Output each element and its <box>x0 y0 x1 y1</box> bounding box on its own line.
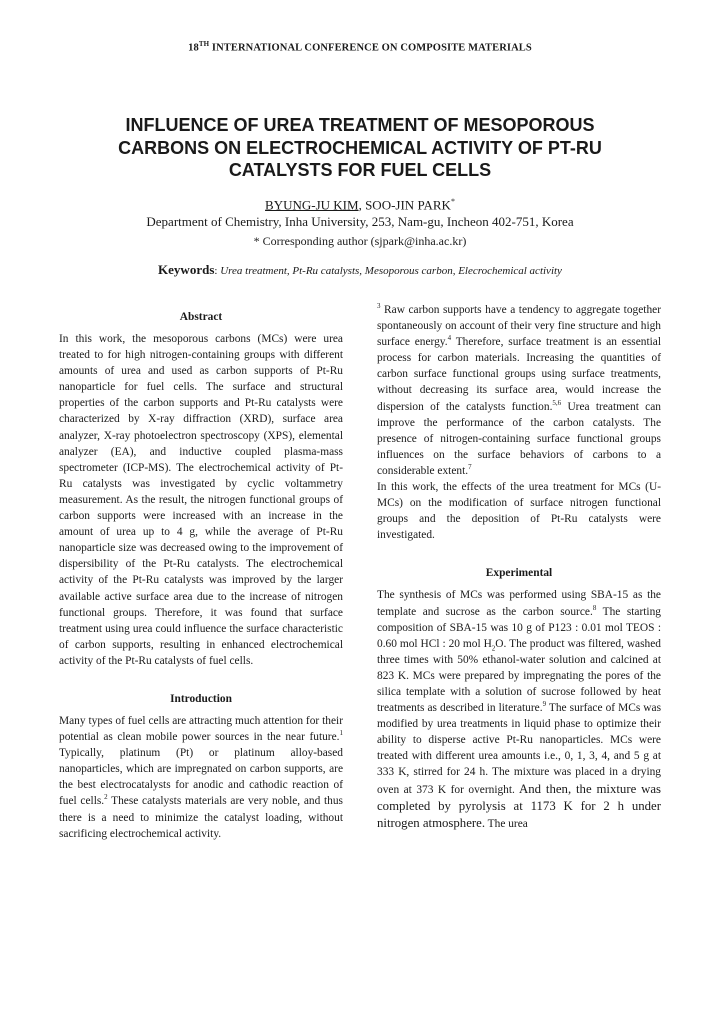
intro-text-a: Many types of fuel cells are attracting much attention for their potential as clean mobile power sources in the near future. <box>59 714 343 744</box>
corresponding-mark: * <box>450 197 455 206</box>
introduction-paragraph-1 <box>59 713 343 842</box>
right-column <box>377 302 661 832</box>
author-second: SOO-JIN PARK <box>365 197 451 213</box>
abstract-text: In this work, the mesoporous carbons (MCs) were urea treated to for high nitrogen-containing groups with different amounts of urea and used as carbon supports of Pt-Ru nanoparticle for fuel cells. The surface and structural properties of the carbon supports and Pt-Ru catalysts were characterized by X-ray diffraction (XRD), surface area analyzer, X-ray photoelectron spectroscopy (XPS), elemental analyzer (EA), and inductive coupled plasma-mass spectrometer (ICP-MS). The electrochemical activity of Pt-Ru catalysts was investigated by cyclic voltammetry measurement. As the result, the nitrogen functional groups of carbon supports were increased with an increase in the amount of urea up to 4 g, while the average of Pt-Ru nanoparticle size was decreased owing to the improvement of dispersibility of the Pt-Ru catalysts. The electrochemical activity of the Pt-Ru catalysts was improved by the larger available active surface area due to the increase of nitrogen functional groups. Therefore, it was found that surface treatment using urea could influence the surface characteristic of carbon supports, resulting in enhanced electrochemical activity of the Pt-Ru catalysts of fuel cells. <box>59 333 343 667</box>
subscript: 2 <box>491 643 496 652</box>
conference-number: 18 <box>188 42 199 54</box>
conference-header <box>0 40 720 54</box>
exp-text-a: The synthesis of MCs was performed using SBA-15 as the template and sucrose as the carbon source. <box>377 589 661 618</box>
author-separator: , <box>358 197 366 213</box>
exp-text-f: The urea <box>485 817 528 830</box>
citation-ref: 3 <box>377 302 381 311</box>
experimental-heading: Experimental <box>485 567 553 580</box>
citation-ref: 2 <box>104 793 108 802</box>
intro-text-c: These catalysts materials are very noble, and thus there is a need to minimize the catalyst loading, without sacrificing electrochemical activity. <box>59 795 343 840</box>
abstract-heading: Abstract <box>179 311 223 323</box>
exp-text-e: And then, the mixture was completed by pyrolysis at 1173 K for 2 h under nitrogen atmosphere. <box>377 781 661 830</box>
paper-title: INFLUENCE OF UREA TREATMENT OF MESOPOROUS CARBONS ON ELECTROCHEMICAL ACTIVITY OF PT-RU CATALYSTS FOR FUEL CELLS <box>118 115 602 180</box>
conference-number-suffix: TH <box>198 40 210 48</box>
intro-text-d: Raw carbon supports have a tendency to aggregate together spontaneously on account of their very fine structure and high surface energy. <box>377 304 661 349</box>
keywords-label: Keywords <box>158 262 215 277</box>
introduction-paragraph-2: In this work, the effects of the urea treatment for MCs (U-MCs) on the modification of surface nitrogen functional groups and the deposition of Pt-Ru catalysts were investigated. <box>377 481 661 542</box>
intro-text-b: Typically, platinum (Pt) or platinum alloy-based nanoparticles, which are impregnated on carbon supports, are the best electrocatalysts for anodic and cathodic reaction of fuel cells. <box>59 747 343 808</box>
affiliation: Department of Chemistry, Inha University, 253, Nam-gu, Incheon 402-751, Korea <box>146 214 574 229</box>
author-first: BYUNG-JU KIM <box>265 197 359 213</box>
keywords-colon: : <box>214 265 221 277</box>
exp-text-b: The starting composition of SBA-15 was 10 g of P123 : 0.01 mol TEOS : 0.60 mol HCl : 20 mol H <box>377 605 661 650</box>
citation-ref: 9 <box>542 700 547 709</box>
corresponding-author: * Corresponding author (sjpark@inha.ac.kr) <box>253 234 467 248</box>
left-column <box>59 309 343 842</box>
citation-ref: 7 <box>468 463 472 472</box>
intro-text-f: Urea treatment can improve the performance of the carbon catalysts. The presence of nitrogen-containing surface functional groups influences on the surface behaviors of carbons to a considerable extent. <box>377 400 661 477</box>
introduction-heading: Introduction <box>170 692 232 705</box>
citation-ref: 5,6 <box>552 398 562 407</box>
conference-name: INTERNATIONAL CONFERENCE ON COMPOSITE MATERIALS <box>211 42 532 54</box>
citation-ref: 1 <box>339 729 343 738</box>
introduction-paragraph-1-continued <box>377 302 661 479</box>
exp-text-d: The surface of MCs was modified by urea treatments in liquid phase to optimize their ability to disperse active Pt-Ru nanoparticles. MCs were treated with different urea amounts i.e., 0, 1, 3, 4, and 5 g at 333 K, stirred for 24 h. The mixture was placed in a drying oven at 373 K for overnight. <box>377 702 662 796</box>
keywords-line <box>0 262 720 279</box>
experimental-paragraph <box>377 587 661 831</box>
author-line <box>0 193 720 213</box>
citation-ref: 8 <box>592 603 597 612</box>
exp-text-c: O. The product was filtered, washed three times with 50% ethanol-water solution and calcined at 823 K. MCs were prepared by impregnating the pores of the silica template with a solution of sucrose followed by heat treatments as described in literature. <box>377 637 661 715</box>
keywords-value: Urea treatment, Pt-Ru catalysts, Mesoporous carbon, Elecrochemical activity <box>220 265 562 277</box>
citation-ref: 4 <box>447 334 452 343</box>
intro-text-e: Therefore, surface treatment is an essential process for carbon materials. Increasing the quantities of carbon surface functional groups using surface treatments, without decreasing its surface area, would increase the dispersion of the catalysts function. <box>377 336 661 413</box>
